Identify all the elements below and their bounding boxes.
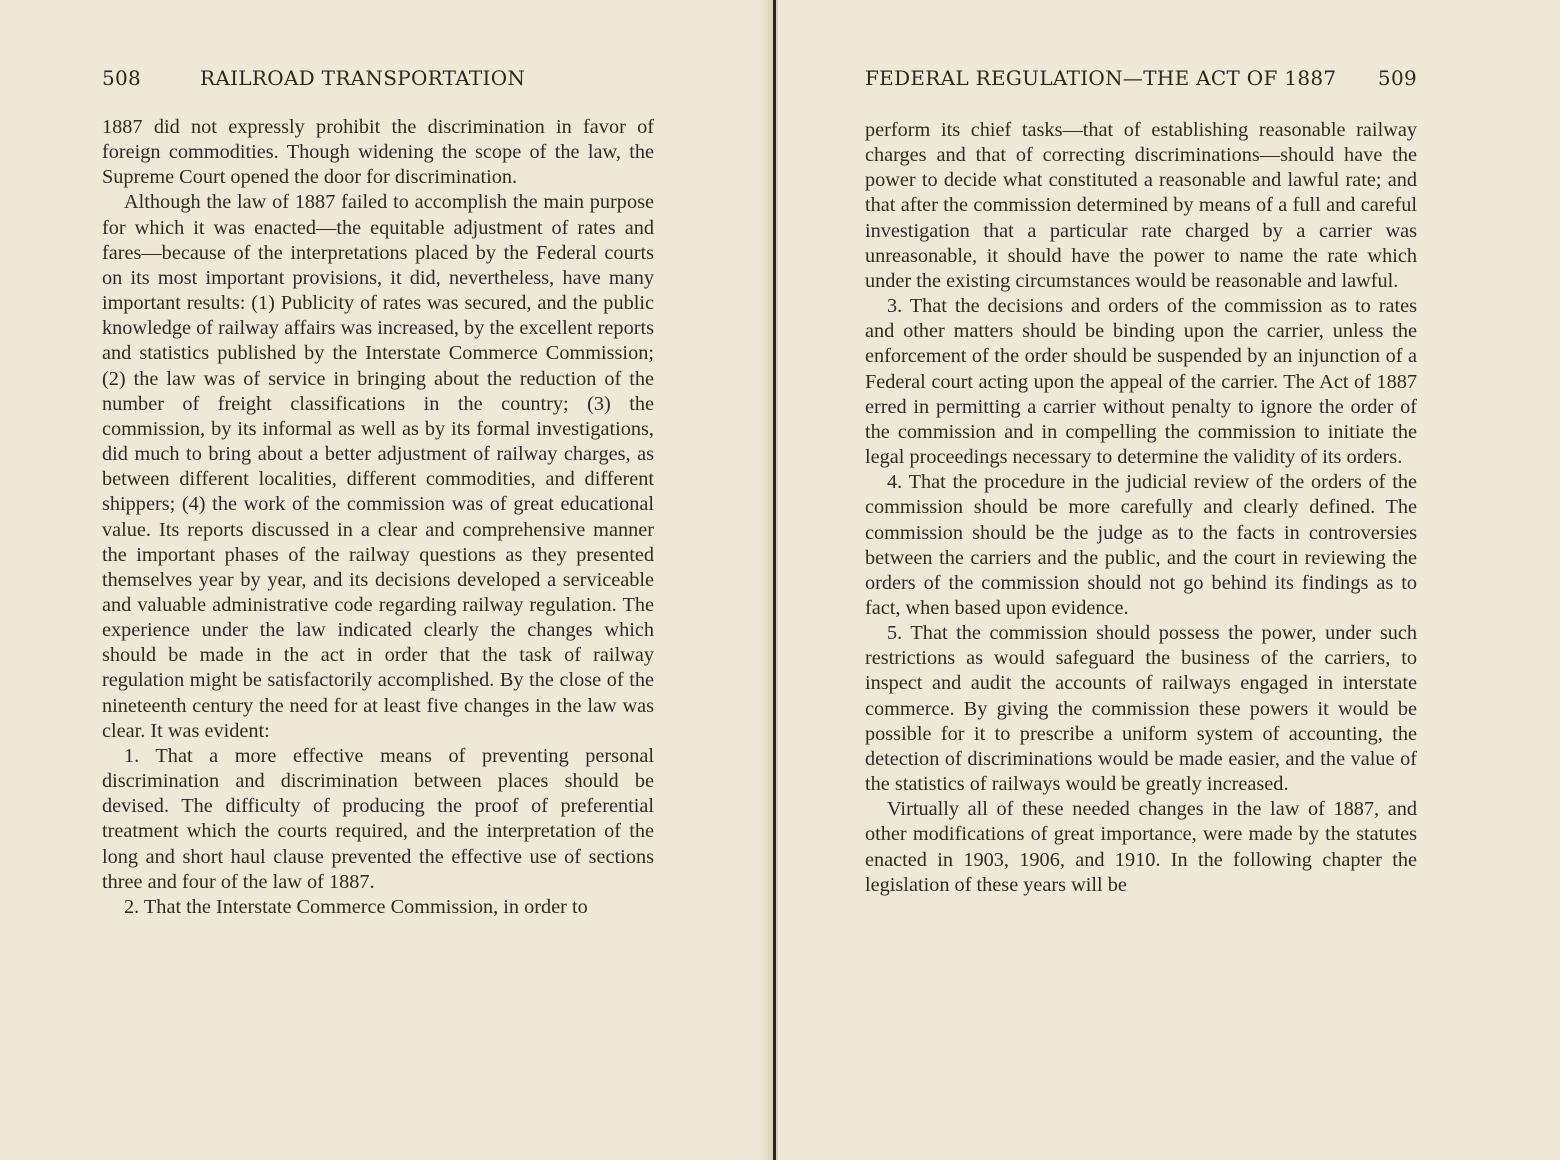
spine-line <box>773 0 776 1160</box>
left-body-text <box>102 115 654 920</box>
left-page <box>0 0 772 1160</box>
left-running-head <box>102 66 654 90</box>
right-page-number: 509 <box>1377 66 1417 90</box>
right-running-head <box>865 66 1417 90</box>
left-paragraph: 1. That a more effective means of preventing personal discrimination and discrimination between places should be devised. The difficulty of producing the proof of preferential treatment which the courts required, and the interpretation of the long and short haul clause prevented the effective use of sections three and four of the law of 1887. <box>102 744 654 893</box>
right-paragraph: perform its chief tasks—that of establishing reasonable railway charges and that of correcting discriminations—should have the power to decide what constituted a reasonable and lawful rate; and that after the commission determined by means of a full and careful investigation that a particular rate charged by a carrier was unreasonable, it should have the power to name the rate which under the existing circumstances would be reasonable and lawful. <box>865 119 1417 292</box>
left-running-head-title: RAILROAD TRANSPORTATION <box>200 66 526 90</box>
right-body-text <box>865 118 1417 898</box>
right-running-head-title: FEDERAL REGULATION—THE ACT OF 1887 <box>865 66 1337 90</box>
right-paragraph: 4. That the procedure in the judicial review of the orders of the commission should be more carefully and clearly defined. The commission should be the judge as to the facts in controversies between the carriers and the public, and the court in reviewing the orders of the commission should not go behind its findings as to fact, when based upon evidence. <box>865 471 1417 619</box>
right-paragraph: 5. That the commission should possess the power, under such restrictions as would safeguard the business of the carriers, to inspect and audit the accounts of railways engaged in interstate commerce. By giving the commission these powers it would be possible for it to prescribe a uniform system of accounting, the detection of discriminations would be made easier, and the value of the statistics of railways would be greatly increased. <box>865 622 1417 796</box>
left-paragraph: Although the law of 1887 failed to accomplish the main purpose for which it was enacted—the equitable adjustment of rates and fares—because of the interpretations placed by the Federal courts on its most important provisions, it did, nevertheless, have many important results: (1) Publicity of rates was secured, and the public knowledge of railway affairs was increased, by the excellent reports and statistics published by the Interstate Commerce Commission; (2) the law was of service in bringing about the reduction of the number of freight classifications in the country; (3) the commission, by its informal as well as by its formal investigations, did much to bring about a better adjustment of railway charges, as between different localities, different commodities, and different shippers; (4) the work of the commission was of great educational value. Its reports discussed in a clear and comprehensive manner the important phases of the railway questions as they presented themselves year by year, and its decisions developed a serviceable and valuable administrative code regarding railway regulation. The experience under the law indicated clearly the changes which should be made in the act in order that the task of railway regulation might be satisfactorily accomplished. By the close of the nineteenth century the need for at least five changes in the law was clear. It was evident: <box>102 191 654 742</box>
left-paragraph: 1887 did not expressly prohibit the discrimination in favor of foreign commodities. Though widening the scope of the law, the Supreme Court opened the door for discrimination. <box>102 116 654 189</box>
left-paragraph: 2. That the Interstate Commerce Commission, in order to <box>124 895 588 918</box>
right-paragraph: Virtually all of these needed changes in the law of 1887, and other modifications of great importance, were made by the statutes enacted in 1903, 1906, and 1910. In the following chapter the legislation of these years will be <box>865 798 1417 896</box>
right-paragraph: 3. That the decisions and orders of the commission as to rates and other matters should be binding upon the carrier, unless the enforcement of the order should be suspended by an injunction of a Federal court acting upon the appeal of the carrier. The Act of 1887 erred in permitting a carrier without penalty to ignore the order of the commission and in compelling the commission to initiate the legal proceedings necessary to determine the validity of its orders. <box>865 295 1417 469</box>
left-page-number: 508 <box>102 66 142 90</box>
